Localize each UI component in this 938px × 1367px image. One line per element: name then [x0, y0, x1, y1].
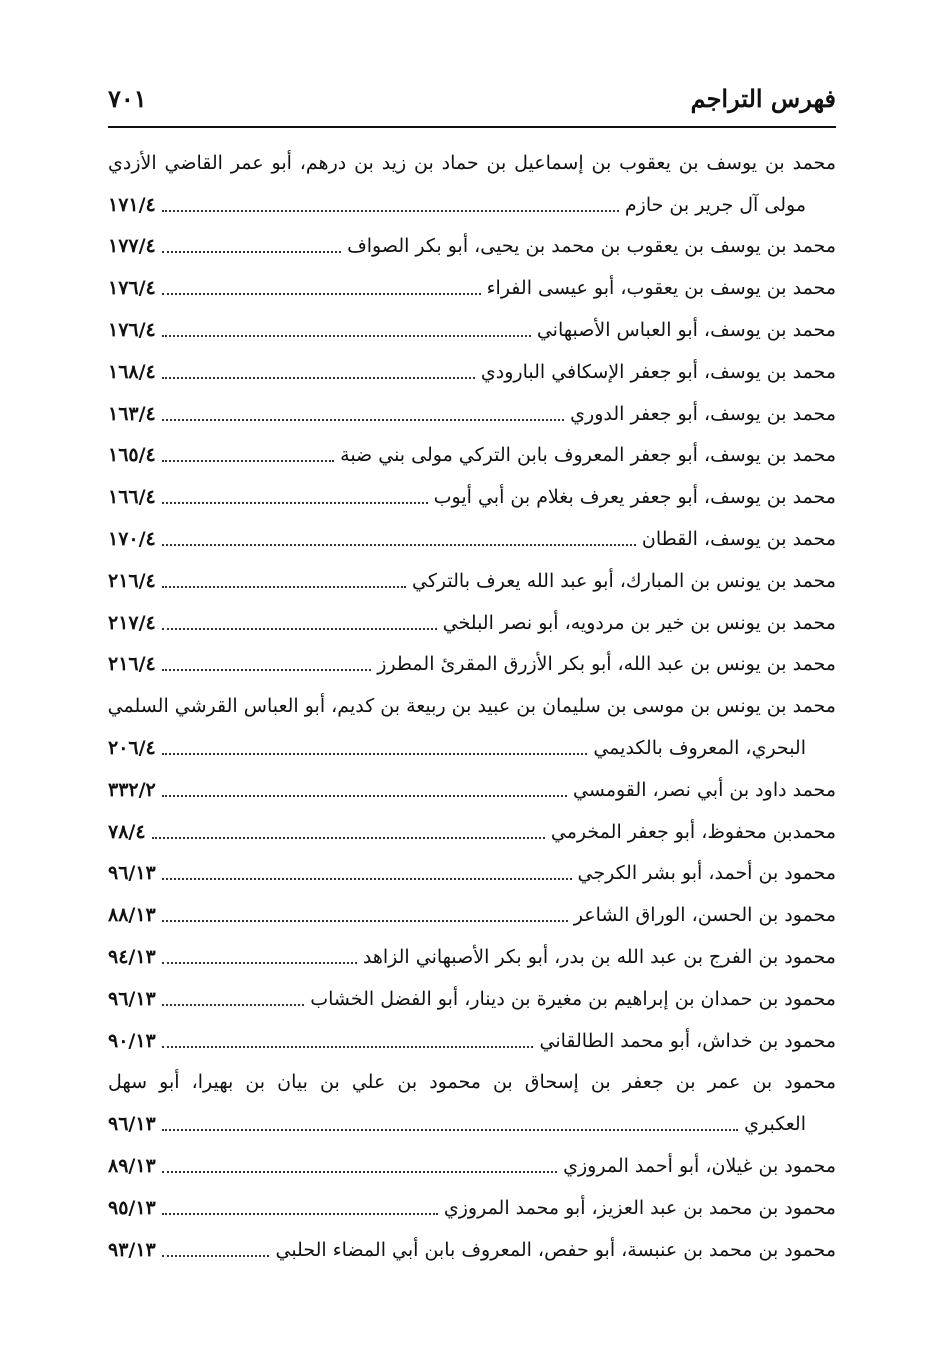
- page-number: ٧٠١: [108, 83, 147, 113]
- entry-name: محمد بن يونس بن موسى بن سليمان بن عبيد بن ربيعة بن كديم، أبو العباس القرشي السلمي: [107, 695, 836, 718]
- entry-reference: ٨٨/١٣: [108, 904, 156, 927]
- leader-dots: [162, 878, 572, 880]
- index-line: [108, 978, 836, 1020]
- leader-dots: [162, 1046, 534, 1048]
- entry-name: محمود بن خداش، أبو محمد الطالقاني: [539, 1029, 836, 1052]
- leader-dots: [162, 795, 567, 797]
- entry-reference: ٩٦/١٣: [108, 862, 156, 885]
- index-line: [108, 685, 836, 727]
- index-line: [108, 476, 836, 518]
- index-line: [108, 267, 836, 309]
- entry-reference: ٢١٧/٤: [108, 611, 156, 634]
- leader-dots: [162, 669, 371, 671]
- leader-dots: [162, 502, 428, 504]
- entry-name: محمد بن يوسف بن يعقوب بن محمد بن يحيى، أبو بكر الصواف: [347, 235, 836, 258]
- entry-name: محمد بن يوسف، أبو جعفر يعرف بغلام بن أبي أيوب: [433, 486, 836, 509]
- entry-reference: ٧٨/٤: [108, 820, 146, 843]
- leader-dots: [162, 460, 334, 462]
- index-line: [108, 226, 836, 268]
- index-line: [108, 644, 836, 686]
- leader-dots: [162, 920, 568, 922]
- entry-reference: ١٧١/٤: [108, 193, 156, 216]
- entry-reference: ٢٠٦/٤: [108, 737, 156, 760]
- entry-name: البحري، المعروف بالكديمي: [593, 737, 806, 760]
- index-line: [108, 518, 836, 560]
- entry-reference: ٩٠/١٣: [108, 1029, 156, 1052]
- leader-dots: [162, 1255, 270, 1257]
- index-line: [108, 853, 836, 895]
- index-line: [108, 894, 836, 936]
- index-line: [108, 769, 836, 811]
- entry-reference: ٩٣/١٣: [108, 1238, 156, 1261]
- index-line: [108, 602, 836, 644]
- leader-dots: [162, 544, 636, 546]
- leader-dots: [162, 1129, 738, 1131]
- entry-reference: ١٦٣/٤: [108, 402, 156, 425]
- index-line: [108, 727, 836, 769]
- entry-name: محمدبن محفوظ، أبو جعفر المخرمي: [550, 820, 836, 843]
- entry-name: محمود بن عمر بن جعفر بن إسحاق بن محمود بن علي بن بيان بن بهيرا، أبو سهل: [108, 1071, 836, 1094]
- entry-reference: ٨٩/١٣: [108, 1155, 156, 1178]
- entry-name: محمود بن محمد بن عبد العزيز، أبو محمد المروزي: [443, 1196, 836, 1219]
- index-line: [108, 393, 836, 435]
- entry-name: محمود بن غيلان، أبو أحمد المروزي: [563, 1155, 836, 1178]
- leader-dots: [162, 419, 564, 421]
- index-line: [108, 1229, 836, 1271]
- index-line: [108, 184, 836, 226]
- index-line: [108, 351, 836, 393]
- index-line: [108, 435, 836, 477]
- index-line: [108, 1062, 836, 1104]
- page-header: [108, 78, 836, 118]
- index-line: [108, 1020, 836, 1062]
- index-line: [108, 1103, 836, 1145]
- entry-name: العكبري: [744, 1113, 806, 1136]
- index-line: [108, 560, 836, 602]
- entry-name: محمد بن يوسف، أبو جعفر الإسكافي البارودي: [480, 360, 836, 383]
- index-line: [108, 142, 836, 184]
- entry-reference: ٣٣٢/٢: [108, 778, 156, 801]
- entry-name: محمد بن يوسف، أبو جعفر الدوري: [570, 402, 836, 425]
- entry-name: محمد بن يوسف، أبو العباس الأصبهاني: [536, 319, 836, 342]
- leader-dots: [162, 293, 481, 295]
- entry-reference: ١٧٧/٤: [108, 235, 156, 258]
- leader-dots: [162, 628, 437, 630]
- page-title: فهرس التراجم: [690, 83, 836, 113]
- index-line: [108, 1145, 836, 1187]
- entry-name: محمود بن حمدان بن إبراهيم بن مغيرة بن دينار، أبو الفضل الخشاب: [310, 987, 836, 1010]
- entry-reference: ١٦٦/٤: [108, 486, 156, 509]
- entry-name: محمد بن يونس بن خير بن مردويه، أبو نصر البلخي: [442, 611, 836, 634]
- leader-dots: [162, 335, 531, 337]
- header-rule: [108, 126, 836, 128]
- entry-reference: ١٦٥/٤: [108, 444, 156, 467]
- leader-dots: [152, 837, 545, 839]
- index-line: [108, 1187, 836, 1229]
- index-entries: [108, 142, 836, 1271]
- leader-dots: [162, 377, 475, 379]
- leader-dots: [162, 251, 341, 253]
- leader-dots: [162, 586, 406, 588]
- index-line: [108, 811, 836, 853]
- leader-dots: [162, 1213, 438, 1215]
- entry-name: محمود بن الفرج بن عبد الله بن بدر، أبو بكر الأصبهاني الزاهد: [362, 946, 836, 969]
- entry-reference: ٢١٦/٤: [108, 569, 156, 592]
- entry-name: محمد بن يونس بن عبد الله، أبو بكر الأزرق المقرئ المطرز: [377, 653, 836, 676]
- leader-dots: [162, 1171, 557, 1173]
- entry-name: محمد داود بن أبي نصر، القومسي: [573, 778, 836, 801]
- entry-reference: ٩٦/١٣: [108, 987, 156, 1010]
- entry-reference: ١٧٦/٤: [108, 277, 156, 300]
- index-line: [108, 936, 836, 978]
- entry-name: محمد بن يوسف بن يعقوب بن إسماعيل بن حماد بن زيد بن درهم، أبو عمر القاضي الأزدي: [108, 151, 836, 174]
- entry-name: مولى آل جرير بن حازم: [624, 193, 806, 216]
- index-line: [108, 309, 836, 351]
- entry-reference: ١٧٦/٤: [108, 319, 156, 342]
- entry-reference: ١٧٠/٤: [108, 528, 156, 551]
- entry-name: محمد بن يونس بن المبارك، أبو عبد الله يعرف بالتركي: [412, 569, 836, 592]
- leader-dots: [162, 1004, 304, 1006]
- entry-name: محمود بن الحسن، الوراق الشاعر: [573, 904, 836, 927]
- entry-reference: ١٦٨/٤: [108, 360, 156, 383]
- leader-dots: [162, 210, 619, 212]
- entry-name: محمد بن يوسف، القطان: [641, 528, 836, 551]
- leader-dots: [162, 753, 588, 755]
- entry-reference: ٩٥/١٣: [108, 1196, 156, 1219]
- leader-dots: [162, 962, 357, 964]
- entry-name: محمود بن أحمد، أبو بشر الكرجي: [577, 862, 836, 885]
- entry-reference: ٩٦/١٣: [108, 1113, 156, 1136]
- entry-name: محمد بن يوسف بن يعقوب، أبو عيسى الفراء: [486, 277, 836, 300]
- entry-name: محمود بن محمد بن عنبسة، أبو حفص، المعروف بابن أبي المضاء الحلبي: [275, 1238, 836, 1261]
- entry-name: محمد بن يوسف، أبو جعفر المعروف بابن التركي مولى بني ضبة: [340, 444, 836, 467]
- entry-reference: ٢١٦/٤: [108, 653, 156, 676]
- entry-reference: ٩٤/١٣: [108, 946, 156, 969]
